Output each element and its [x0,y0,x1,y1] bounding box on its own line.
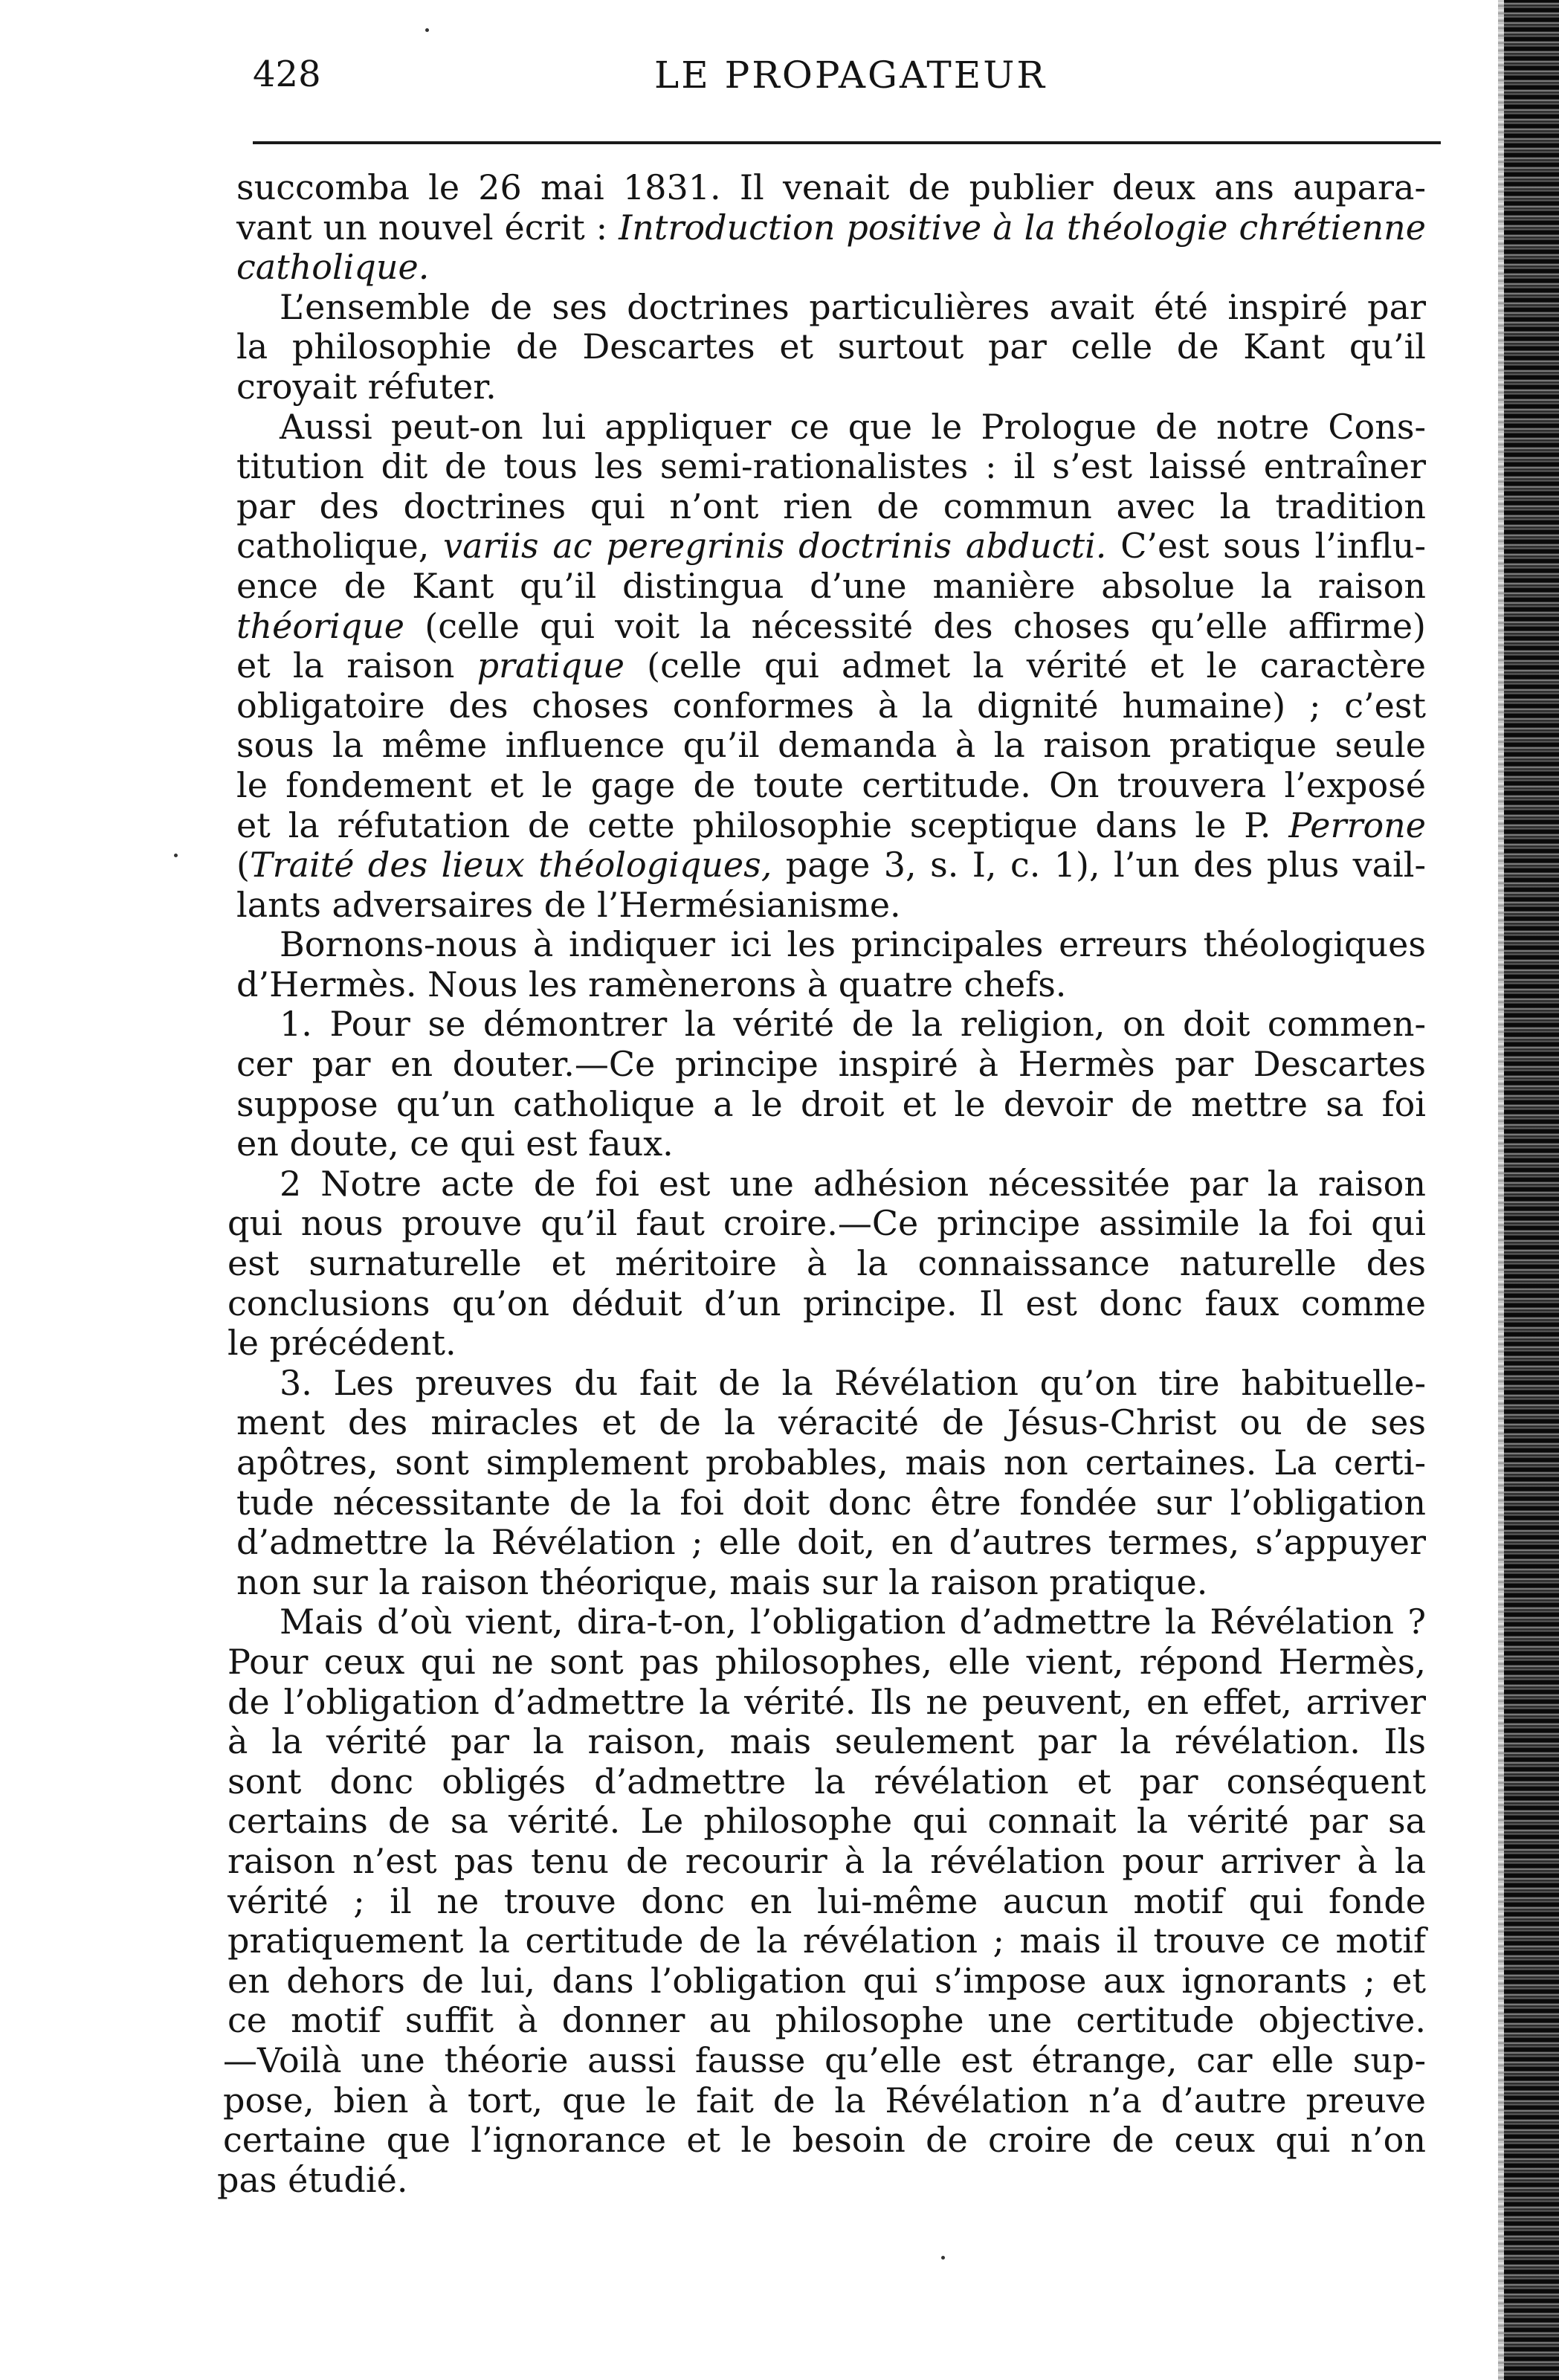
text-run: sous la même influence qu’il demanda à la raison pratique seule [236,725,1426,766]
text-line [236,526,1426,567]
text-run: —Voilà une théorie aussi fausse qu’elle est étrange, car elle sup- [223,2039,1426,2080]
text-line [223,2041,1426,2081]
italic-run: Traité des lieux théologiques, [249,845,772,886]
text-line [236,1443,1426,1483]
text-line [227,2001,1426,2041]
text-run: qui nous prouve qu’il faut croire.—Ce principe assimile la foi qui [227,1203,1426,1244]
italic-run: variis ac peregrinis doctrinis abducti. [443,526,1107,567]
text-line [236,1045,1426,1085]
text-line [236,965,1426,1005]
text-line [227,1244,1426,1284]
text-run: sont donc obligés d’admettre la révélation et par conséquent [227,1761,1426,1802]
scan-edge [1504,0,1559,2380]
text-line [236,686,1426,726]
text-line [236,1124,1426,1164]
running-title: LE PROPAGATEUR [654,54,1047,97]
text-line [227,1683,1426,1723]
text-run: à la vérité par la raison, mais seulement par la révélation. Ils [227,1721,1426,1762]
text-line [236,1364,1426,1404]
text-run: 2 Notre acte de foi est une adhésion nécessitée par la raison [280,1163,1426,1204]
text-line [227,1882,1426,1922]
text-line [236,726,1426,766]
text-line [236,288,1426,328]
text-run: ment des miracles et de la véracité de Jésus-Christ ou de ses [236,1402,1426,1443]
text-line [236,886,1426,926]
text-run: obligatoire des choses conformes à la dignité humaine) ; c’est [236,685,1426,726]
text-run: pas étudié. [217,2159,408,2200]
text-run: raison n’est pas tenu de recourir à la révélation pour arriver à la [227,1840,1426,1881]
scan-speck [425,28,429,32]
text-line [236,248,1426,288]
text-run: C’est sous l’influ- [1106,526,1426,567]
text-run: non sur la raison théorique, mais sur la raison pratique. [236,1561,1208,1602]
text-run: pose, bien à tort, que le fait de la Révélation n’a d’autre preuve [223,2080,1426,2121]
text-line [236,607,1426,647]
italic-run: Perrone [1288,804,1426,845]
text-line [236,845,1426,886]
text-line [227,1961,1426,2002]
text-run: catholique, [236,526,444,567]
italic-run: pratique [477,645,624,686]
text-run: d’admettre la Révélation ; elle doit, en d’autres termes, s’appuyer [236,1522,1426,1563]
text-run: suppose qu’un catholique a le droit et le devoir de mettre sa foi [236,1083,1426,1124]
text-line [217,2161,1426,2201]
text-run: tude nécessitante de la foi doit donc être fondée sur l’obligation [236,1482,1426,1523]
text-line [236,766,1426,806]
text-run: L’ensemble de ses doctrines particulières avait été inspiré par [280,286,1426,327]
text-run: 1. Pour se démontrer la vérité de la religion, on doit commen- [280,1004,1426,1045]
text-line [236,367,1426,407]
text-run: la philosophie de Descartes et surtout par celle de Kant qu’il [236,326,1426,367]
text-line [236,1004,1426,1045]
text-line [236,327,1426,367]
page-header [253,54,1435,106]
text-run: Mais d’où vient, dira-t-on, l’obligation d’admettre la Révélation ? [280,1602,1426,1642]
text-line [227,1642,1426,1683]
text-line [236,447,1426,487]
text-run: est surnaturelle et méritoire à la connaissance naturelle des [227,1243,1426,1284]
text-run: ce motif suffit à donner au philosophe une certitude objective. [227,2000,1426,2041]
text-line [236,407,1426,448]
text-run: titution dit de tous les semi-rationalistes : il s’est laissé entraîner [236,446,1426,487]
text-line [236,208,1426,248]
body-text [217,167,1426,2200]
text-run: cer par en douter.—Ce principe inspiré à Hermès par Descartes [236,1044,1426,1085]
text-run: croyait réfuter. [236,366,497,407]
text-line [236,1602,1426,1642]
text-run: 3. Les preuves du fait de la Révélation qu’on tire habituelle- [280,1362,1426,1403]
scan-speck [941,2256,945,2260]
text-line [227,1802,1426,1842]
text-line [236,1483,1426,1523]
text-line [236,925,1426,965]
text-line [227,1842,1426,1882]
text-run: le fondement et le gage de toute certitude. On trouvera l’exposé [236,764,1426,805]
text-line [236,1403,1426,1443]
text-run: page 3, s. I, c. 1), l’un des plus vail- [772,845,1426,886]
italic-run: théorique [236,605,405,646]
text-run: succomba le 26 mai 1831. Il venait de publier deux ans aupara- [236,167,1426,207]
text-line [227,1204,1426,1244]
text-run: le précédent. [227,1323,456,1364]
text-run: Bornons-nous à indiquer ici les principales erreurs théologiques [280,924,1426,965]
text-run: vant un nouvel écrit : [236,207,619,248]
text-run: par des doctrines qui n’ont rien de commun avec la tradition [236,486,1426,526]
text-line [236,567,1426,607]
text-line [227,1762,1426,1802]
text-run: de l’obligation d’admettre la vérité. Ils ne peuvent, en effet, arriver [227,1681,1426,1722]
text-run: et la raison [236,645,477,686]
text-run: certaine que l’ignorance et le besoin de croire de ceux qui n’on [223,2120,1426,2161]
text-line [236,487,1426,527]
text-line [227,1722,1426,1762]
text-line [227,1284,1426,1324]
text-line [236,168,1426,208]
text-run: apôtres, sont simplement probables, mais non certaines. La certi- [236,1442,1426,1483]
text-run: ( [236,845,250,886]
text-line [236,1523,1426,1563]
text-run: lants adversaires de l’Hermésianisme. [236,884,901,925]
text-line [236,1164,1426,1204]
text-run: Pour ceux qui ne sont pas philosophes, elle vient, répond Hermès, [227,1641,1426,1682]
page-number: 428 [253,54,321,95]
text-line [227,1323,1426,1364]
header-rule [253,141,1441,144]
text-run: pratiquement la certitude de la révélation ; mais il trouve ce motif [227,1921,1426,1961]
text-run: (celle qui voit la nécessité des choses qu’elle affirme) [404,605,1426,646]
scan-speck [174,854,178,857]
text-run: (celle qui admet la vérité et le caractère [624,645,1426,686]
text-line [236,806,1426,846]
text-run: Aussi peut-on lui appliquer ce que le Prologue de notre Cons- [280,406,1426,447]
italic-run: Introduction positive à la théologie chrétienne [619,207,1426,248]
text-run: d’Hermès. Nous les ramènerons à quatre chefs. [236,964,1067,1004]
text-run: en doute, ce qui est faux. [236,1123,674,1164]
text-line [236,1563,1426,1603]
text-run: conclusions qu’on déduit d’un principe. Il est donc faux comme [227,1283,1426,1323]
text-run: vérité ; il ne trouve donc en lui-même aucun motif qui fonde [227,1880,1426,1921]
text-run: certains de sa vérité. Le philosophe qui connait la vérité par sa [227,1801,1426,1842]
text-line [223,2121,1426,2161]
italic-run: catholique. [236,247,430,288]
text-run: et la réfutation de cette philosophie sceptique dans le P. [236,804,1289,845]
text-run: ence de Kant qu’il distingua d’une manière absolue la raison [236,565,1426,606]
text-run: en dehors de lui, dans l’obligation qui s’impose aux ignorants ; et [227,1960,1426,2001]
text-line [236,646,1426,686]
text-line [223,2081,1426,2121]
text-line [236,1085,1426,1125]
text-line [227,1921,1426,1961]
